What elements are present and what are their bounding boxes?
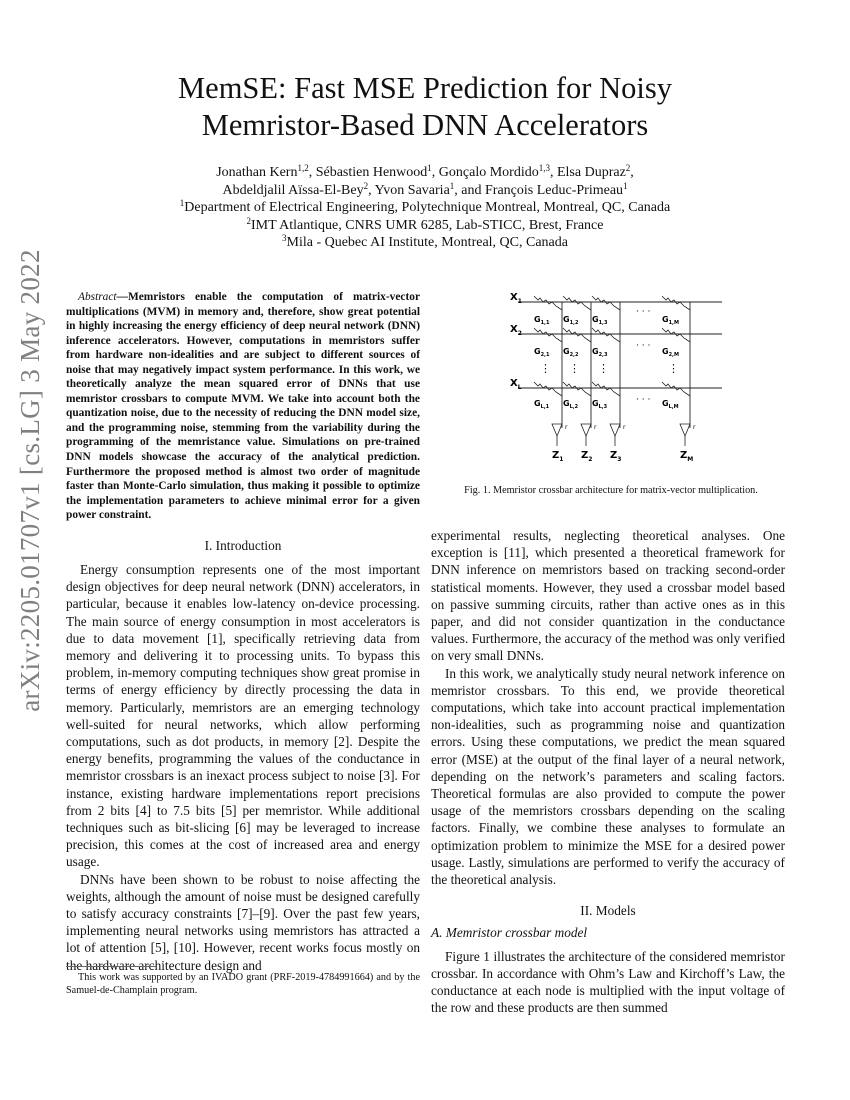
- svg-text:G2,3: $G_{2,3}$: [592, 347, 608, 358]
- right-paragraph-1: experimental results, neglecting theoretical analyses. One exception is [11], which presented a theoretical framework for DNN inference on memristors based on tracking second-order statistical moments. However, they used a crossbar model based on passive summing circuits, rather than active ones as in this paper, and did not consider quantization in the conductance values. Furthermore, the accuracy of the method was only verified on very small DNNs.: [431, 528, 785, 664]
- author-name: Sébastien Henwood: [315, 165, 428, 180]
- author-name: Gonçalo Mordido: [438, 165, 539, 180]
- memristor-cell: [592, 382, 620, 410]
- memristor-cell: [534, 296, 562, 326]
- svg-text:r: r: [693, 424, 696, 431]
- section-heading-models: II. Models: [580, 903, 636, 919]
- right-paragraph-3: Figure 1 illustrates the architecture of the considered memristor crossbar. In accordance with Ohm’s Law and Kirchoff’s Law, the conductance at each node is multiplied with the input voltage of the row and these products are then summed: [431, 948, 785, 1016]
- paper-title: [60, 70, 790, 144]
- affiliation-1: [60, 199, 790, 217]
- author-affiliation-mark: 1: [427, 163, 432, 173]
- author-line-2: [60, 182, 790, 200]
- title-line-2: Memristor-Based DNN Accelerators: [201, 108, 649, 142]
- output-label-z3: $Z_3$: [610, 450, 622, 463]
- svg-text:G1,3: $G_{1,3}$: [592, 315, 608, 326]
- affiliation-mark: 2: [246, 215, 252, 226]
- figure-caption: Fig. 1. Memristor crossbar architecture for matrix-vector multiplication.: [464, 485, 758, 496]
- column-dots: · · ·: [636, 395, 651, 405]
- column-dots: · · ·: [636, 307, 651, 317]
- memristor-cell: [563, 296, 591, 326]
- output-label-z2: $Z_2$: [581, 450, 593, 463]
- row-vertical-dots: ⋮: [569, 362, 580, 375]
- memristor-cell: [662, 328, 690, 358]
- svg-text:GL,3: $G_{L,3}$: [592, 399, 608, 410]
- footnote: This work was supported by an IVADO grant (PRF-2019-4784991664) and by the Samuel-de-Champlain program.: [66, 972, 420, 996]
- memristor-cell: [662, 296, 690, 326]
- right-paragraph-2: In this work, we analytically study neural network inference on memristor crossbars. To this end, we provide theoretical computations, which take into account practical implementation non-idealities, such as programming noise and quantization errors. Using these computations, we predict the mean squared error (MSE) at the output of the final layer of a neural network, depending on the network’s parameters and scaling factors. Theoretical formulas are also provided to compute the power usage of the memristors crossbars depending on the scaling factors. Finally, we combine these analyses to formulate an optimization problem to minimize the MSE for a desired power usage. Lastly, simulations are performed to verify the accuracy of the theoretical analysis.: [431, 665, 785, 888]
- abstract: [66, 290, 420, 523]
- author-name: Abdeldjalil Aïssa-El-Bey: [222, 182, 364, 198]
- author-block: [60, 164, 790, 252]
- author-affiliation-mark: 1,3: [538, 163, 550, 173]
- right-column: [431, 527, 785, 1016]
- amplifier-icon: [552, 424, 568, 446]
- author-affiliation-mark: 2: [625, 163, 631, 173]
- affiliation-mark: 3: [282, 233, 287, 243]
- footnote-rule: [66, 966, 156, 967]
- author-separator: , and: [454, 182, 486, 198]
- row-vertical-dots: ⋮: [668, 362, 679, 375]
- author-line-1: [60, 164, 790, 182]
- output-label-z1: $Z_1$: [552, 450, 564, 463]
- row-vertical-dots: ⋮: [540, 362, 551, 375]
- intro-paragraph-1: Energy consumption represents one of the most important design objectives for deep neural network (DNN) accelerators, in particular, because it enables low-latency on-device processing. The main source of energy consumption in most accelerators is due to data movement [1], specifically retrieving data from memory and delivering it to processing units. To bypass this problem, in-memory computing techniques show great promise in terms of energy efficiency by directly processing the data in memory. Particularly, memristors are an emerging technology well-suited for neural networks, which allow performing computations, such as dot products, in memory [2]. Despite the energy benefits, programming the values of the conductance in memristor crossbars is an inexact process subject to noise [3]. For instance, existing hardware implementations report precisions from 2 bits [4] to 7.5 bits [5] per memristor. While additional techniques such as bit-slicing [6] may be leveraged to increase precision, this comes at the cost of increased area and energy usage.: [66, 561, 420, 870]
- author-name: Jonathan Kern: [216, 165, 298, 180]
- svg-text:G2,2: $G_{2,2}$: [563, 347, 579, 358]
- memristor-cell: [662, 382, 690, 410]
- svg-text:G2,1: $G_{2,1}$: [534, 347, 550, 358]
- author-name: Elsa Dupraz: [556, 165, 626, 180]
- amplifier-icon: [610, 424, 626, 446]
- svg-text:G1,2: $G_{1,2}$: [563, 315, 579, 326]
- memristor-cell: [592, 296, 620, 326]
- affiliation-mark: 1: [179, 198, 185, 208]
- author-affiliation-mark: 1: [449, 180, 455, 191]
- output-label-zm: $Z_M$: [680, 450, 694, 463]
- arxiv-id-text: arXiv:2205.01707v1 [cs.LG] 3 May 2022: [14, 248, 45, 712]
- crossbar-figure: [500, 286, 730, 466]
- row-vertical-dots: ⋮: [598, 362, 609, 375]
- author-separator: ,: [368, 182, 375, 198]
- column-dots: · · ·: [636, 341, 651, 351]
- amplifier-icon: [581, 424, 597, 446]
- amplifier-icon: [680, 424, 696, 446]
- author-separator: ,: [431, 165, 439, 180]
- affiliation-text: Department of Electrical Engineering, Polytechnique Montreal, Montreal, QC, Canada: [184, 200, 671, 215]
- author-separator: ,: [308, 165, 316, 180]
- author-affiliation-mark: 2: [363, 180, 369, 191]
- svg-text:r: r: [623, 424, 626, 431]
- svg-text:GL,1: $G_{L,1}$: [534, 399, 550, 410]
- memristor-cell: [534, 382, 562, 410]
- abstract-text: —Memristors enable the computation of matrix-vector multiplications (MVM) in memory and, therefore, show great potential in highly increasing the energy efficiency of deep neural network (DNN) inference accelerators. However, computations in memristors suffer from hardware non-idealities and are subject to different sources of noise that may negatively impact system performance. In this work, we theoretically analyze the mean squared error of DNNs that use memristor crossbars to compute MVM. We take into account both the quantization noise, due to the necessity of reducing the DNN model size, and the programming noise, stemming from the variability during the programming of the memristance value. Simulations on pre-trained DNN models showcase the accuracy of the analytical prediction. Furthermore the proposed method is almost two order of magnitude faster than Monte-Carlo simulation, thus making it possible to optimize the implementation parameters to achieve minimal error for a given power constraint.: [66, 291, 420, 522]
- memristor-cell: [563, 382, 591, 410]
- input-label-x1: $X_1$: [510, 292, 522, 305]
- left-column: [66, 290, 420, 974]
- svg-text:G1,M: $G_{1,M}$: [662, 315, 679, 326]
- subsection-heading-crossbar: A. Memristor crossbar model: [431, 925, 588, 941]
- affiliation-text: IMT Atlantique, CNRS UMR 6285, Lab-STICC, Brest, France: [251, 217, 604, 233]
- affiliation-3: [60, 234, 790, 252]
- svg-text:GL,2: $G_{L,2}$: [563, 399, 579, 410]
- input-label-x2: $X_2$: [510, 324, 522, 337]
- svg-text:G2,M: $G_{2,M}$: [662, 347, 679, 358]
- author-name: Yvon Savaria: [374, 182, 450, 198]
- svg-text:r: r: [565, 424, 568, 431]
- svg-text:GL,M: $G_{L,M}$: [662, 399, 679, 410]
- author-affiliation-mark: 1,2: [297, 163, 309, 173]
- arxiv-identifier: [10, 248, 50, 712]
- memristor-cell: [534, 328, 562, 358]
- svg-text:G1,1: $G_{1,1}$: [534, 315, 550, 326]
- intro-paragraph-2: DNNs have been shown to be robust to noise affecting the weights, although the amount of noise must be designed carefully to satisfy accuracy constraints [7]–[9]. Over the past few years, implementing neural networks using memristors has attracted a lot of attention [5], [10]. However, recent works focus mostly on the hardware architecture design and: [66, 871, 420, 973]
- memristor-cell: [592, 328, 620, 358]
- svg-text:r: r: [594, 424, 597, 431]
- author-affiliation-mark: 1: [623, 180, 628, 191]
- section-heading-introduction: I. Introduction: [204, 537, 282, 553]
- title-line-1: MemSE: Fast MSE Prediction for Noisy: [178, 71, 672, 105]
- affiliation-2: [60, 217, 790, 235]
- abstract-label: Abstract: [78, 291, 117, 303]
- author-separator: ,: [549, 165, 557, 180]
- input-label-xl: $X_L$: [510, 378, 522, 391]
- author-separator: ,: [630, 165, 634, 180]
- memristor-cell: [563, 328, 591, 358]
- affiliation-text: Mila - Quebec AI Institute, Montreal, QC, Canada: [286, 235, 568, 250]
- author-name: François Leduc-Primeau: [485, 182, 624, 198]
